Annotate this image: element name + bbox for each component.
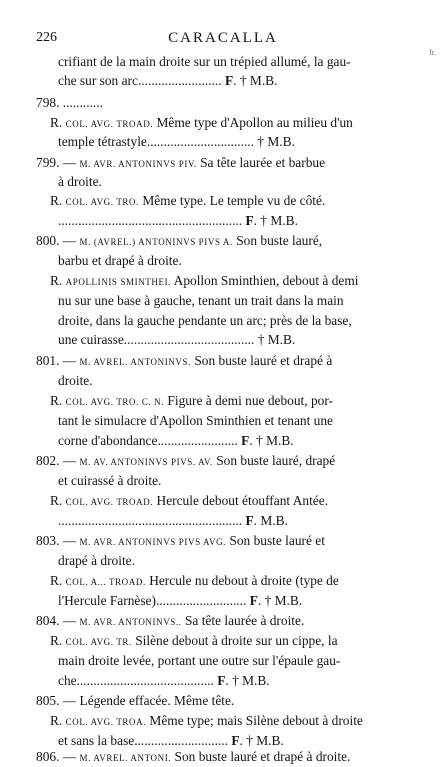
text-line [58, 331, 295, 349]
text-segment: l'Hercule Farnèse)........................... [58, 593, 250, 608]
legend-inscription: COL. AVG. TROA. [65, 717, 147, 727]
text-segment: R. [50, 633, 66, 648]
text-line [58, 312, 352, 330]
text-segment: che......................................... [58, 673, 218, 688]
legend-inscription: COL. A... TROAD. [65, 577, 146, 587]
text-segment: droite, dans la gauche pendante un arc; près de la base, [58, 313, 352, 328]
text-segment: R. [50, 573, 66, 588]
legend-inscription: COL. AVG. TROAD. [65, 497, 154, 507]
rarity-mark: F [217, 673, 226, 688]
legend-inscription: M. AVREL. ANTONI. [79, 753, 172, 763]
text-segment: . † M.B. [257, 593, 303, 608]
text-line [58, 512, 288, 530]
text-segment: R. [50, 193, 66, 208]
text-segment: Hercule debout étouffant Antée. [153, 493, 329, 508]
text-line [50, 572, 339, 591]
text-line [58, 412, 333, 430]
text-segment: 806. — [36, 749, 80, 764]
text-line [58, 552, 135, 570]
text-segment: Même type; mais Silène debout à droite [146, 713, 363, 728]
legend-inscription: M. AV. ANTONINVS PIVS. AV. [79, 457, 213, 467]
text-line [58, 292, 344, 310]
text-line [58, 252, 182, 270]
text-line [36, 748, 350, 767]
text-line [36, 452, 335, 471]
legend-inscription: COL. AVG. TR. [65, 637, 132, 647]
text-segment: à droite. [58, 174, 102, 189]
legend-inscription: COL. AVG. TRO. C. N. [65, 397, 165, 407]
page-title: CARACALLA [168, 30, 278, 46]
text-line [50, 712, 363, 731]
text-segment: droite. [58, 373, 93, 388]
text-segment: Son buste lauré et [226, 533, 325, 548]
text-segment: . † M.B. [225, 673, 270, 688]
text-line [58, 592, 302, 610]
legend-inscription: M. (AVREL.) ANTONINVS PIVS A. [79, 237, 233, 247]
rarity-mark: F [245, 513, 254, 528]
text-segment: et sans la base............................ [58, 733, 232, 748]
text-segment: nu sur une base à gauche, tenant un trait dans la main [58, 293, 344, 308]
text-line [50, 492, 328, 511]
text-segment: che sur son arc......................... [58, 73, 225, 88]
text-segment: . † M.B. [249, 433, 294, 448]
text-line [36, 154, 325, 173]
text-segment: R. [50, 713, 66, 728]
text-line [58, 372, 93, 390]
rarity-mark: F [231, 733, 240, 748]
text-line [50, 392, 333, 411]
text-segment: R. [50, 273, 66, 288]
legend-inscription: COL. AVG. TRO. [65, 197, 139, 207]
text-segment: R. [50, 493, 66, 508]
text-segment: Son buste lauré et drapé à droite. [171, 749, 351, 764]
text-line [58, 652, 340, 670]
rarity-mark: F [249, 593, 258, 608]
legend-inscription: M. AVR. ANTONINVS PIV. [79, 159, 197, 169]
legend-inscription: M. AVREL. ANTONINVS. [79, 357, 191, 367]
text-segment: 798. ............ [36, 95, 103, 110]
legend-inscription: M. AVR. ANTONINVS.. [79, 617, 182, 627]
text-segment: Figure à demi nue debout, por- [164, 393, 334, 408]
text-segment: ....................................................... [58, 513, 246, 528]
text-line [58, 53, 351, 71]
legend-inscription: APOLLINIS SMINTHEI. [65, 277, 172, 287]
text-line [50, 192, 325, 211]
text-line [36, 532, 325, 551]
text-line [36, 94, 103, 112]
rarity-mark: F [245, 213, 254, 228]
text-segment: crifiant de la main droite sur un trépied allumé, la gau- [58, 54, 351, 69]
text-segment: . † M.B. [233, 73, 278, 88]
text-segment: Sa tête laurée à droite. [181, 613, 305, 628]
text-segment: . M.B. [253, 513, 288, 528]
text-segment: et cuirassé à droite. [58, 473, 162, 488]
text-line [58, 472, 161, 490]
text-segment: temple tétrastyle................................ † M.B. [58, 134, 295, 149]
rarity-mark: F [224, 73, 234, 88]
text-segment: une cuirasse....................................... † M.B. [58, 332, 296, 347]
page-number: 226 [36, 30, 57, 45]
text-segment: R. [50, 115, 66, 130]
text-line [58, 212, 298, 230]
rarity-mark: F [241, 433, 250, 448]
text-segment: . † M.B. [239, 733, 284, 748]
text-segment: 805. — Légende effacée. Même tête. [36, 693, 235, 708]
margin-note: fr. [429, 48, 436, 57]
text-segment: . † M.B. [253, 213, 298, 228]
text-segment: 803. — [36, 533, 80, 548]
text-segment: R. [50, 393, 66, 408]
running-header [0, 30, 446, 50]
text-segment: 801. — [36, 353, 80, 368]
text-line [58, 672, 270, 690]
text-segment: Silène debout à droite sur un cippe, la [131, 633, 338, 648]
text-segment: main droite levée, portant une outre sur l'épaule gau- [58, 653, 341, 668]
text-segment: 802. — [36, 453, 80, 468]
text-segment: Son buste lauré, [232, 233, 323, 248]
text-segment: Son buste lauré et drapé à [190, 353, 333, 368]
text-line [58, 133, 295, 151]
text-line [36, 232, 322, 251]
text-segment: Sa tête laurée et barbue [196, 155, 326, 170]
text-segment: 799. — [36, 155, 80, 170]
text-line [58, 173, 102, 191]
text-segment: barbu et drapé à droite. [58, 253, 182, 268]
text-line [36, 692, 234, 710]
text-segment: Hercule nu debout à droite (type de [145, 573, 339, 588]
legend-inscription: COL. AVG. TROAD. [65, 119, 154, 129]
text-segment: drapé à droite. [58, 553, 135, 568]
text-segment: tant le simulacre d'Apollon Sminthien et tenant une [58, 413, 333, 428]
text-segment: 804. — [36, 613, 80, 628]
text-line [58, 432, 294, 450]
text-segment: corne d'abondance........................ [58, 433, 242, 448]
text-line [50, 272, 359, 291]
text-line [36, 352, 332, 371]
legend-inscription: M. AVR. ANTONINVS PIVS AVG. [79, 537, 227, 547]
text-segment: ....................................................... [58, 213, 246, 228]
text-line [58, 72, 277, 90]
text-segment: Même type d'Apollon au milieu d'un [153, 115, 353, 130]
text-segment: Son buste lauré, drapé [212, 453, 336, 468]
text-line [50, 114, 353, 133]
text-line [50, 632, 338, 651]
text-segment: 800. — [36, 233, 80, 248]
text-line [36, 612, 304, 631]
text-segment: Apollon Sminthien, debout à demi [171, 273, 359, 288]
text-segment: Même type. Le temple vu de côté. [138, 193, 326, 208]
